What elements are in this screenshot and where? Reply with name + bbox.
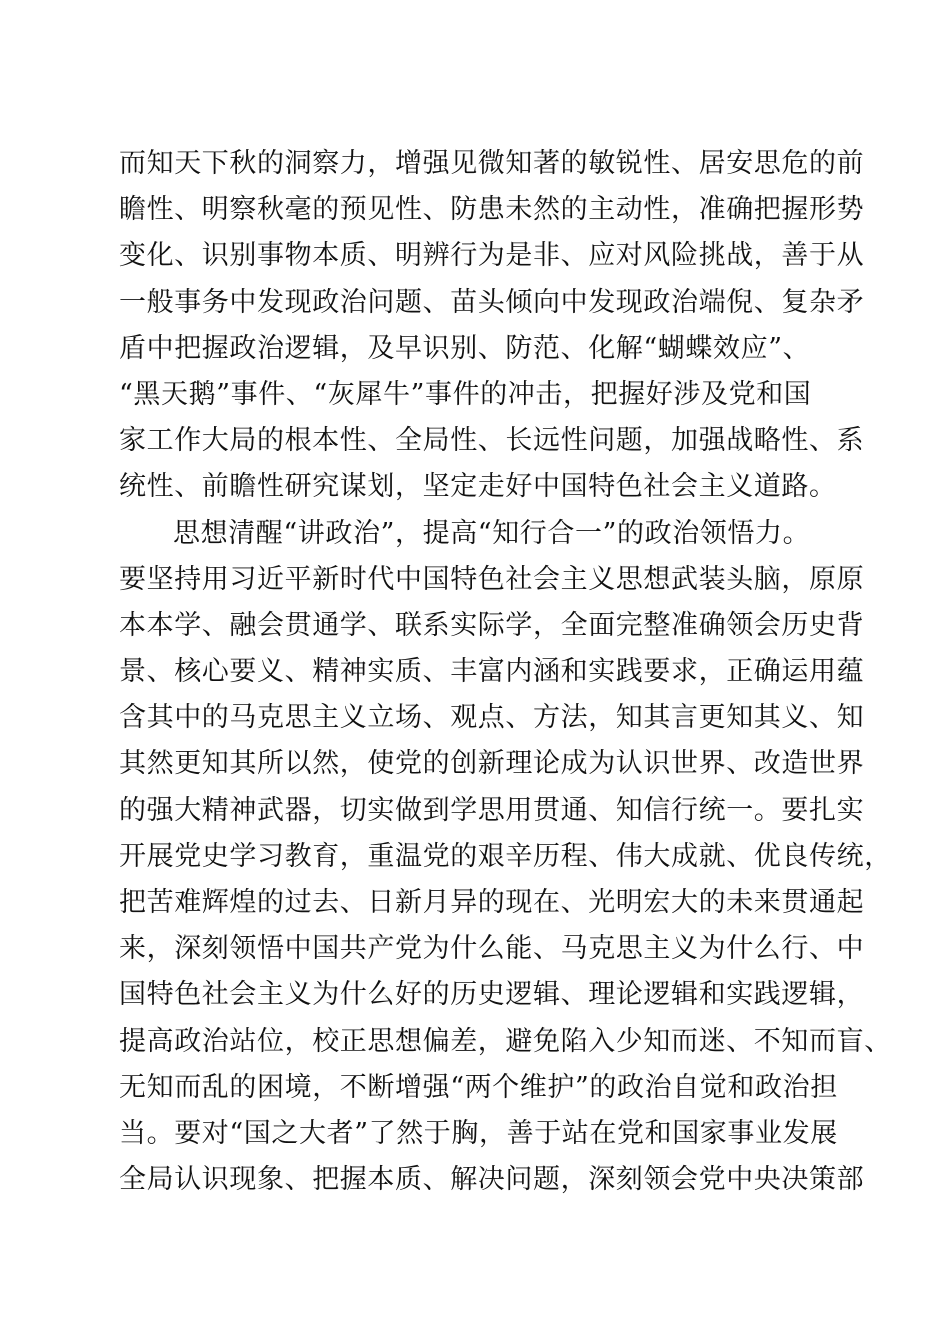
text-line: 景、核心要义、精神实质、丰富内涵和实践要求，正确运用蕴: [119, 656, 865, 688]
text-line: 提高政治站位，校正思想偏差，避免陷入少知而迷、不知而盲、: [119, 1025, 892, 1057]
text-line: 家工作大局的根本性、全局性、长远性问题，加强战略性、系: [119, 425, 865, 457]
text-line: 变化、识别事物本质、明辨行为是非、应对风险挑战，善于从: [119, 240, 865, 272]
text-line: 含其中的马克思主义立场、观点、方法，知其言更知其义、知: [119, 702, 865, 734]
text-line: 开展党史学习教育，重温党的艰辛历程、伟大成就、优良传统，: [119, 840, 892, 872]
text-line: 的强大精神武器，切实做到学思用贯通、知信行统一。要扎实: [119, 794, 865, 826]
text-line: 统性、前瞻性研究谋划，坚定走好中国特色社会主义道路。: [119, 471, 837, 503]
text-line: 无知而乱的困境，不断增强“两个维护”的政治自觉和政治担: [119, 1071, 838, 1103]
text-line: 本本学、融会贯通学、联系实际学，全面完整准确领会历史背: [119, 609, 865, 641]
text-line: 全局认识现象、把握本质、解决问题，深刻领会党中央决策部: [119, 1164, 865, 1196]
text-line: 瞻性、明察秋毫的预见性、防患未然的主动性，准确把握形势: [119, 194, 865, 226]
text-line: 把苦难辉煌的过去、日新月异的现在、光明宏大的未来贯通起: [119, 887, 865, 918]
body-text: [119, 141, 892, 1203]
text-line: “黑天鹅”事件、“灰犀牛”事件的冲击，把握好涉及党和国: [119, 378, 812, 410]
paragraph-1: [119, 141, 865, 511]
paragraph-2: [119, 511, 892, 1204]
text-line: 当。要对“国之大者”了然于胸，善于站在党和国家事业发展: [119, 1117, 838, 1149]
text-line: 盾中把握政治逻辑，及早识别、防范、化解“蝴蝶效应”、: [119, 332, 811, 364]
text-line: 国特色社会主义为什么好的历史逻辑、理论逻辑和实践逻辑，: [119, 979, 865, 1011]
text-line: 一般事务中发现政治问题、苗头倾向中发现政治端倪、复杂矛: [119, 286, 865, 318]
text-line: 而知天下秋的洞察力，增强见微知著的敏锐性、居安思危的前: [119, 148, 865, 179]
text-line: 要坚持用习近平新时代中国特色社会主义思想武装头脑，原原: [119, 563, 865, 595]
text-line: 其然更知其所以然，使党的创新理论成为认识世界、改造世界: [119, 748, 865, 780]
text-line: 思想清醒“讲政治”，提高“知行合一”的政治领悟力。: [173, 517, 811, 549]
text-line: 来，深刻领悟中国共产党为什么能、马克思主义为什么行、中: [119, 933, 865, 965]
